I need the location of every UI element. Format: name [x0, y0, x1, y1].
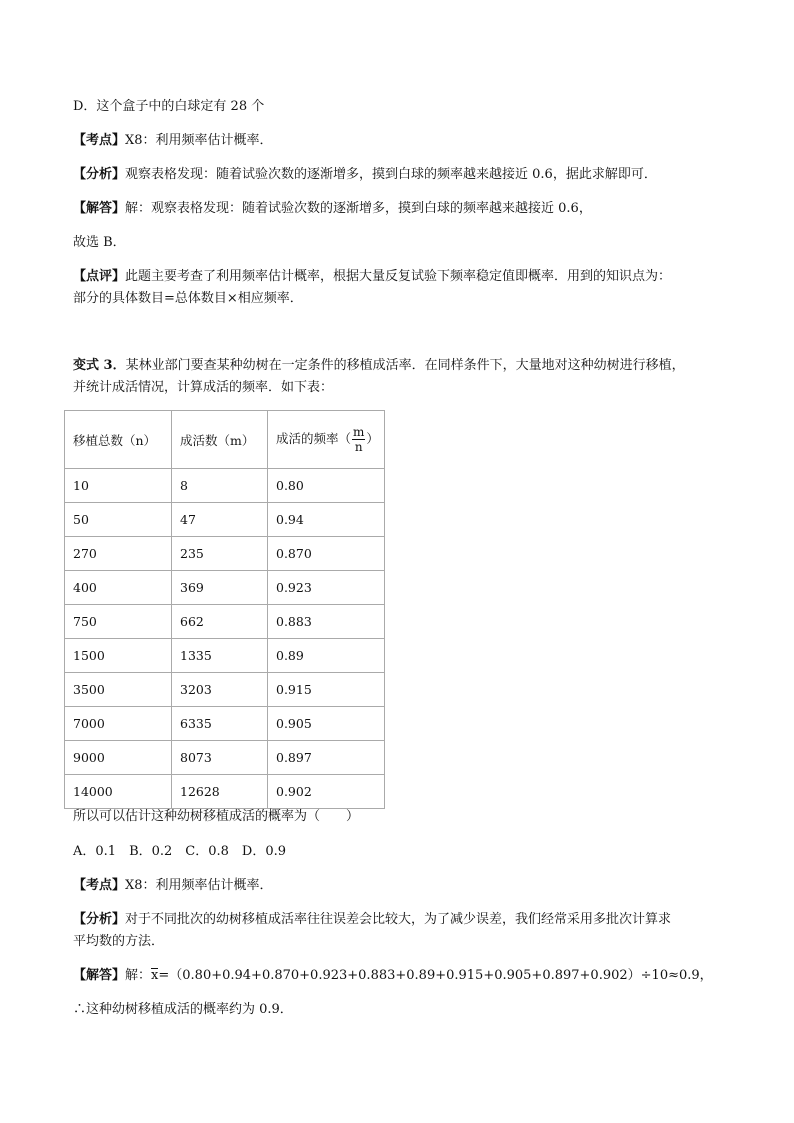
table-row [65, 469, 385, 503]
table-header-row [65, 411, 385, 469]
cell-total: 3500 [65, 673, 172, 707]
cell-survived: 8073 [172, 741, 268, 775]
q-jieda-tag: 【解答】 [73, 968, 126, 983]
cell-total: 10 [65, 469, 172, 503]
question-stem-line-2: 并统计成活情况，计算成活的频率．如下表： [73, 380, 334, 395]
jieda-tag: 【解答】 [73, 201, 126, 216]
q-final-answer: ∴这种幼树移植成活的概率约为 0.9． [73, 1002, 293, 1017]
cell-frequency: 0.870 [268, 537, 385, 571]
q-jieda-prefix: 解： [125, 968, 152, 983]
frequency-table [64, 410, 385, 809]
cell-frequency: 0.897 [268, 741, 385, 775]
cell-total: 7000 [65, 707, 172, 741]
dianping-text-1: 此题主要考查了利用频率估计概率，根据大量反复试验下频率稳定值即概率．用到的知识点为： [125, 269, 672, 284]
table-row [65, 639, 385, 673]
cell-survived: 235 [172, 537, 268, 571]
cell-total: 750 [65, 605, 172, 639]
cell-survived: 369 [172, 571, 268, 605]
kaodian-text: X8：利用频率估计概率． [125, 133, 273, 148]
option-d: D．这个盒子中的白球定有 28 个 [73, 99, 265, 114]
header-total: 移植总数（n） [65, 411, 172, 469]
cell-total: 50 [65, 503, 172, 537]
cell-survived: 47 [172, 503, 268, 537]
table-row [65, 503, 385, 537]
q-fenxi-line [73, 911, 671, 929]
q-jieda-expr: =（0.80+0.94+0.870+0.923+0.883+0.89+0.915+0.905+0.897+0.902）÷10≈0.9， [158, 968, 713, 983]
table-row [65, 571, 385, 605]
question-ask: 所以可以估计这种幼树移植成活的概率为（ ） [73, 809, 360, 824]
cell-survived: 12628 [172, 775, 268, 809]
question-stem-line-1 [73, 357, 685, 375]
table-row [65, 775, 385, 809]
header-survived: 成活数（m） [172, 411, 268, 469]
cell-total: 270 [65, 537, 172, 571]
cell-survived: 6335 [172, 707, 268, 741]
q-kaodian-line [73, 877, 273, 895]
jieda-line [73, 200, 592, 218]
table-row [65, 707, 385, 741]
cell-total: 400 [65, 571, 172, 605]
cell-frequency: 0.905 [268, 707, 385, 741]
dianping-line [73, 268, 671, 286]
cell-frequency: 0.915 [268, 673, 385, 707]
cell-total: 14000 [65, 775, 172, 809]
header-frequency-prefix: 成活的频率（ [276, 431, 352, 446]
q-kaodian-text: X8：利用频率估计概率． [125, 878, 273, 893]
cell-survived: 3203 [172, 673, 268, 707]
fraction-numerator: m [353, 425, 365, 439]
q-fenxi-tag: 【分析】 [73, 912, 126, 927]
jieda-text: 解：观察表格发现：随着试验次数的逐渐增多，摸到白球的频率越来越接近 0.6， [125, 201, 592, 216]
header-frequency-suffix: ） [366, 431, 379, 446]
fenxi-line [73, 166, 657, 184]
cell-frequency: 0.89 [268, 639, 385, 673]
question-stem-1: 某林业部门要查某种幼树在一定条件的移植成活率．在同样条件下，大量地对这种幼树进行移植， [125, 358, 685, 373]
table-row [65, 673, 385, 707]
header-frequency [268, 411, 385, 469]
cell-frequency: 0.883 [268, 605, 385, 639]
cell-frequency: 0.80 [268, 469, 385, 503]
cell-total: 9000 [65, 741, 172, 775]
mean-x-bar: x [151, 968, 159, 983]
fraction-m-over-n [352, 425, 365, 454]
cell-frequency: 0.902 [268, 775, 385, 809]
fenxi-tag: 【分析】 [73, 167, 126, 182]
conclusion-line: 故选 B． [73, 235, 126, 250]
table-row [65, 605, 385, 639]
kaodian-tag: 【考点】 [73, 133, 126, 148]
kaodian-line [73, 132, 273, 150]
dianping-tag: 【点评】 [73, 269, 126, 284]
cell-survived: 1335 [172, 639, 268, 673]
cell-frequency: 0.923 [268, 571, 385, 605]
cell-survived: 8 [172, 469, 268, 503]
cell-survived: 662 [172, 605, 268, 639]
fenxi-text: 观察表格发现：随着试验次数的逐渐增多，摸到白球的频率越来越接近 0.6，据此求解即可． [125, 167, 657, 182]
q-fenxi-text-1: 对于不同批次的幼树移植成活率往往误差会比较大，为了减少误差，我们经常采用多批次计算求 [125, 912, 672, 927]
q-fenxi-line-2: 平均数的方法． [73, 934, 165, 949]
table-row [65, 741, 385, 775]
question-options: A．0.1 B．0.2 C．0.8 D．0.9 [73, 844, 287, 859]
fraction-denominator: n [354, 440, 363, 454]
dianping-line-2: 部分的具体数目=总体数目×相应频率． [73, 291, 303, 306]
q-kaodian-tag: 【考点】 [73, 878, 126, 893]
q-jieda-line [73, 967, 713, 985]
question-label: 变式 3． [73, 358, 126, 373]
table-row [65, 537, 385, 571]
cell-total: 1500 [65, 639, 172, 673]
cell-frequency: 0.94 [268, 503, 385, 537]
